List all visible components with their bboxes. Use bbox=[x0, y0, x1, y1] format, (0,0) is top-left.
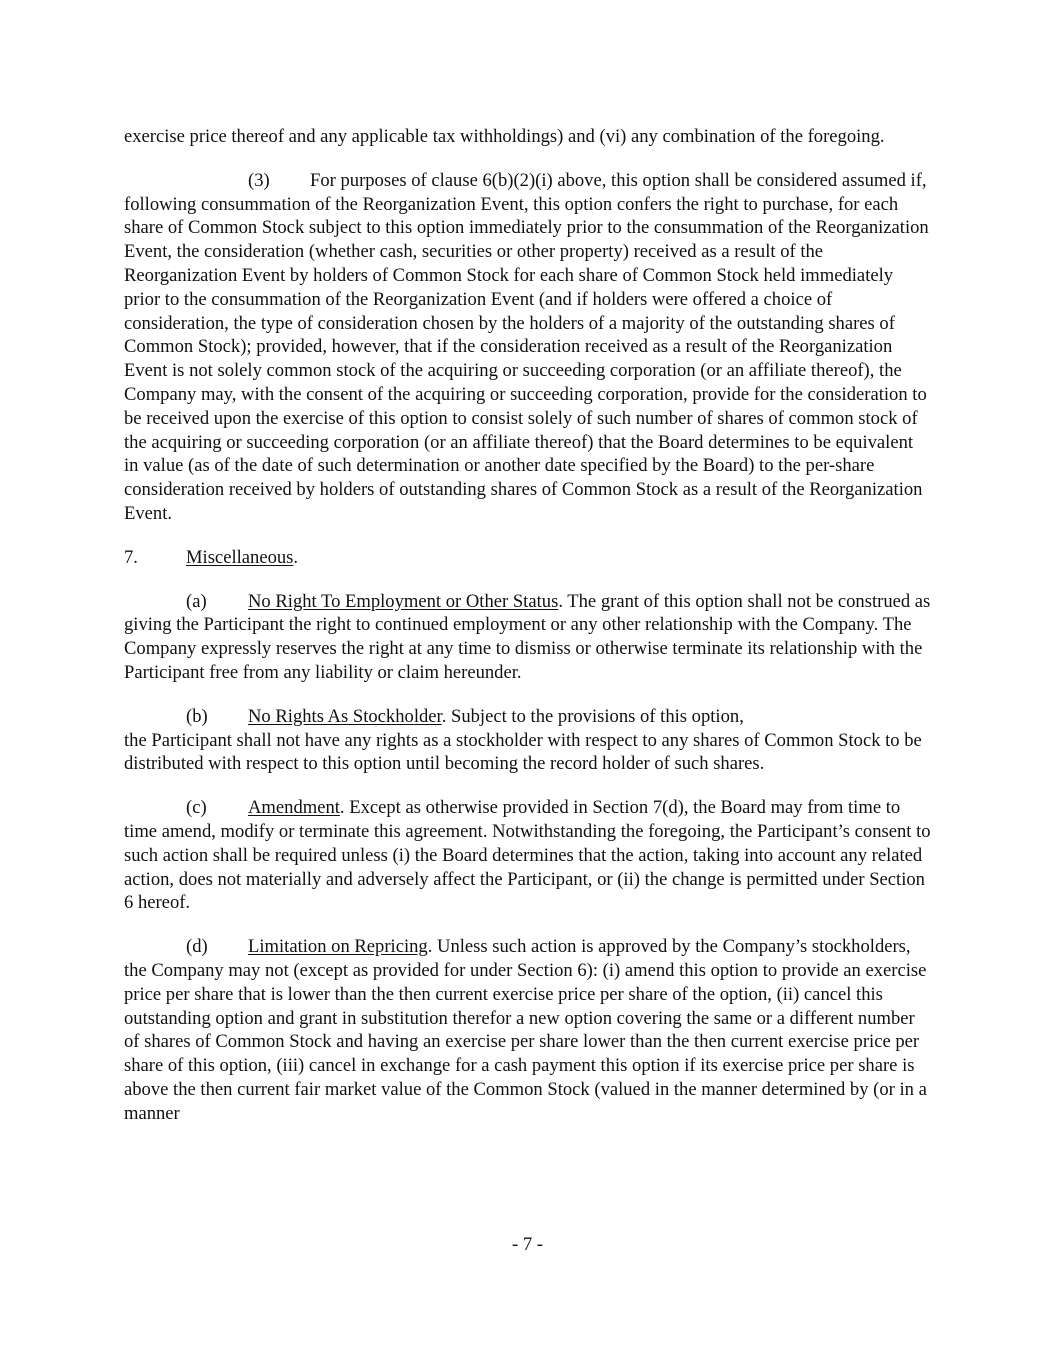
subsection-a bbox=[124, 590, 932, 685]
paragraph-3-text: For purposes of clause 6(b)(2)(i) above, this option shall be considered assumed if, following consummation of the Reorganization Event, this option confers the right to purchase, for each share of Common Stock subject to this option immediately prior to the consummation of the Reorganization Event, the consideration (whether cash, securities or other property) received as a result of the Reorganization Event by holders of Common Stock for each share of Common Stock held immediately prior to the consummation of the Reorganization Event (and if holders were offered a choice of consideration, the type of consideration chosen by the holders of a majority of the outstanding shares of Common Stock); provided, however, that if the consideration received as a result of the Reorganization Event is not solely common stock of the acquiring or succeeding corporation (or an affiliate thereof), the Company may, with the consent of the acquiring or succeeding corporation, provide for the consideration to be received upon the exercise of this option to consist solely of such number of shares of common stock of the acquiring or succeeding corporation (or an affiliate thereof) that the Board determines to be equivalent in value (as of the date of such determination or another date specified by the Board) to the per-share consideration received by holders of outstanding shares of Common Stock as a result of the Reorganization Event. bbox=[124, 169, 929, 524]
subsection-c-label: (c) bbox=[186, 797, 207, 819]
section-7-period: . bbox=[293, 546, 299, 568]
indent bbox=[124, 797, 186, 818]
section-7-title: Miscellaneous bbox=[186, 546, 294, 568]
subsection-c-text: . Except as otherwise provided in Section 7(d), the Board may from time to time amend, modify or terminate this agreement. Notwithstanding the foregoing, the Participant’s consent to such action shall be required unless (i) the Board determines that the action, taking into account any related action, does not materially and adversely affect the Participant, or (ii) the change is permitted under Section 6 hereof. bbox=[124, 797, 931, 914]
section-7-heading bbox=[124, 546, 932, 570]
subsection-d-text: . Unless such action is approved by the Company’s stockholders, the Company may not (except as provided for under Section 6): (i) amend this option to provide an exercise price per share that is lower than the then current exercise price per share of the option, (ii) cancel this outstanding option and grant in substitution therefor a new option covering the same or a different number of shares of Common Stock and having an exercise per share lower than the then current exercise price per share of this option, (iii) cancel in exchange for a cash payment this option if its exercise price per share is above the then current fair market value of the Common Stock (valued in the manner determined by (or in a manner bbox=[124, 936, 927, 1124]
paragraph-3-label: (3) bbox=[248, 169, 270, 191]
indent bbox=[124, 936, 186, 957]
document-page bbox=[124, 125, 932, 1145]
indent bbox=[124, 170, 248, 191]
subsection-c-title: Amendment bbox=[248, 797, 340, 819]
paragraph-3 bbox=[124, 169, 932, 526]
subsection-b-text-rest: the Participant shall not have any rights as a stockholder with respect to any shares of Common Stock to be distributed with respect to this option until becoming the record holder of such shares. bbox=[124, 729, 922, 775]
section-7-number: 7. bbox=[124, 546, 138, 568]
page-number: - 7 - bbox=[512, 1234, 543, 1255]
subsection-b-title: No Rights As Stockholder bbox=[248, 705, 442, 727]
subsection-a-title: No Right To Employment or Other Status bbox=[248, 590, 559, 612]
subsection-d-label: (d) bbox=[186, 936, 208, 958]
indent bbox=[124, 706, 186, 727]
indent bbox=[124, 591, 186, 612]
subsection-a-text: . The grant of this option shall not be construed as giving the Participant the right to continued employment or any other relationship with the Company. The Company expressly reserves the right at any time to dismiss or otherwise terminate its relationship with the Participant free from any liability or claim hereunder. bbox=[124, 590, 931, 683]
subsection-b-label: (b) bbox=[186, 705, 208, 727]
subsection-b-text-line1: . Subject to the provisions of this option, bbox=[441, 705, 744, 727]
subsection-c bbox=[124, 796, 932, 915]
subsection-b bbox=[124, 705, 932, 776]
subsection-a-label: (a) bbox=[186, 590, 207, 612]
subsection-d bbox=[124, 935, 932, 1125]
paragraph-continuation: exercise price thereof and any applicable tax withholdings) and (vi) any combination of the foregoing. bbox=[124, 126, 885, 147]
subsection-d-title: Limitation on Repricing bbox=[248, 936, 428, 958]
